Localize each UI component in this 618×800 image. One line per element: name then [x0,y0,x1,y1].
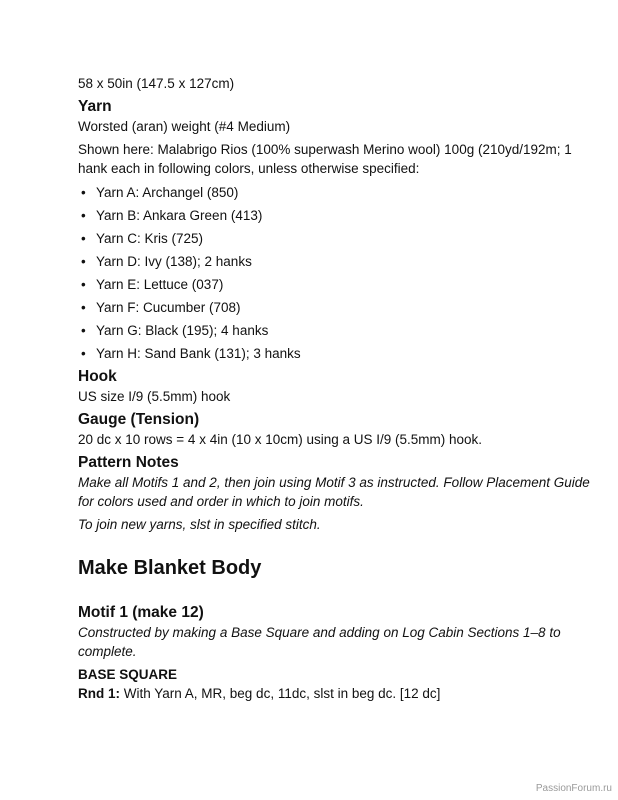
bullet-icon: • [81,231,86,246]
bullet-icon: • [81,208,86,223]
motif1-heading: Motif 1 (make 12) [78,604,204,621]
list-item: • Yarn H: Sand Bank (131); 3 hanks [78,342,598,365]
gauge-text: 20 dc x 10 rows = 4 x 4in (10 x 10cm) using a US I/9 (5.5mm) hook. [78,432,483,447]
watermark: PassionForum.ru [535,783,612,794]
round-1-instruction [78,684,598,703]
round-1-label: Rnd 1: [78,686,120,701]
finished-size: 58 x 50in (147.5 x 127cm) [78,76,235,91]
list-item: • Yarn D: Ivy (138); 2 hanks [78,250,598,273]
pattern-page [78,74,598,703]
blanket-body-heading: Make Blanket Body [78,557,262,579]
bullet-icon: • [81,346,86,361]
list-item: • Yarn E: Lettuce (037) [78,273,598,296]
bullet-icon: • [81,254,86,269]
list-item: • Yarn C: Kris (725) [78,227,598,250]
hook-heading: Hook [78,368,117,385]
pattern-note-2: To join new yarns, slst in specified stitch. [78,517,321,532]
list-item: • Yarn B: Ankara Green (413) [78,204,598,227]
list-item: • Yarn A: Archangel (850) [78,181,598,204]
list-item: • Yarn F: Cucumber (708) [78,296,598,319]
yarn-weight: Worsted (aran) weight (#4 Medium) [78,119,291,134]
bullet-icon: • [81,185,86,200]
pattern-notes-heading: Pattern Notes [78,454,179,471]
base-square-heading: BASE SQUARE [78,667,178,682]
bullet-icon: • [81,277,86,292]
round-1-text: With Yarn A, MR, beg dc, 11dc, slst in beg dc. [12 dc] [120,686,441,701]
yarn-shown-here: Shown here: Malabrigo Rios (100% superwash Merino wool) 100g (210yd/192m; 1 hank each in following colors, unless otherwise specified: [78,142,572,176]
bullet-icon: • [81,300,86,315]
pattern-note-1: Make all Motifs 1 and 2, then join using Motif 3 as instructed. Follow Placement Guide for colors used and order in which to join motifs. [78,475,590,509]
gauge-heading: Gauge (Tension) [78,411,200,428]
list-item: • Yarn G: Black (195); 4 hanks [78,319,598,342]
bullet-icon: • [81,323,86,338]
hook-text: US size I/9 (5.5mm) hook [78,389,231,404]
motif1-description: Constructed by making a Base Square and adding on Log Cabin Sections 1–8 to complete. [78,625,561,659]
yarn-heading: Yarn [78,98,112,115]
yarn-list [78,181,598,365]
